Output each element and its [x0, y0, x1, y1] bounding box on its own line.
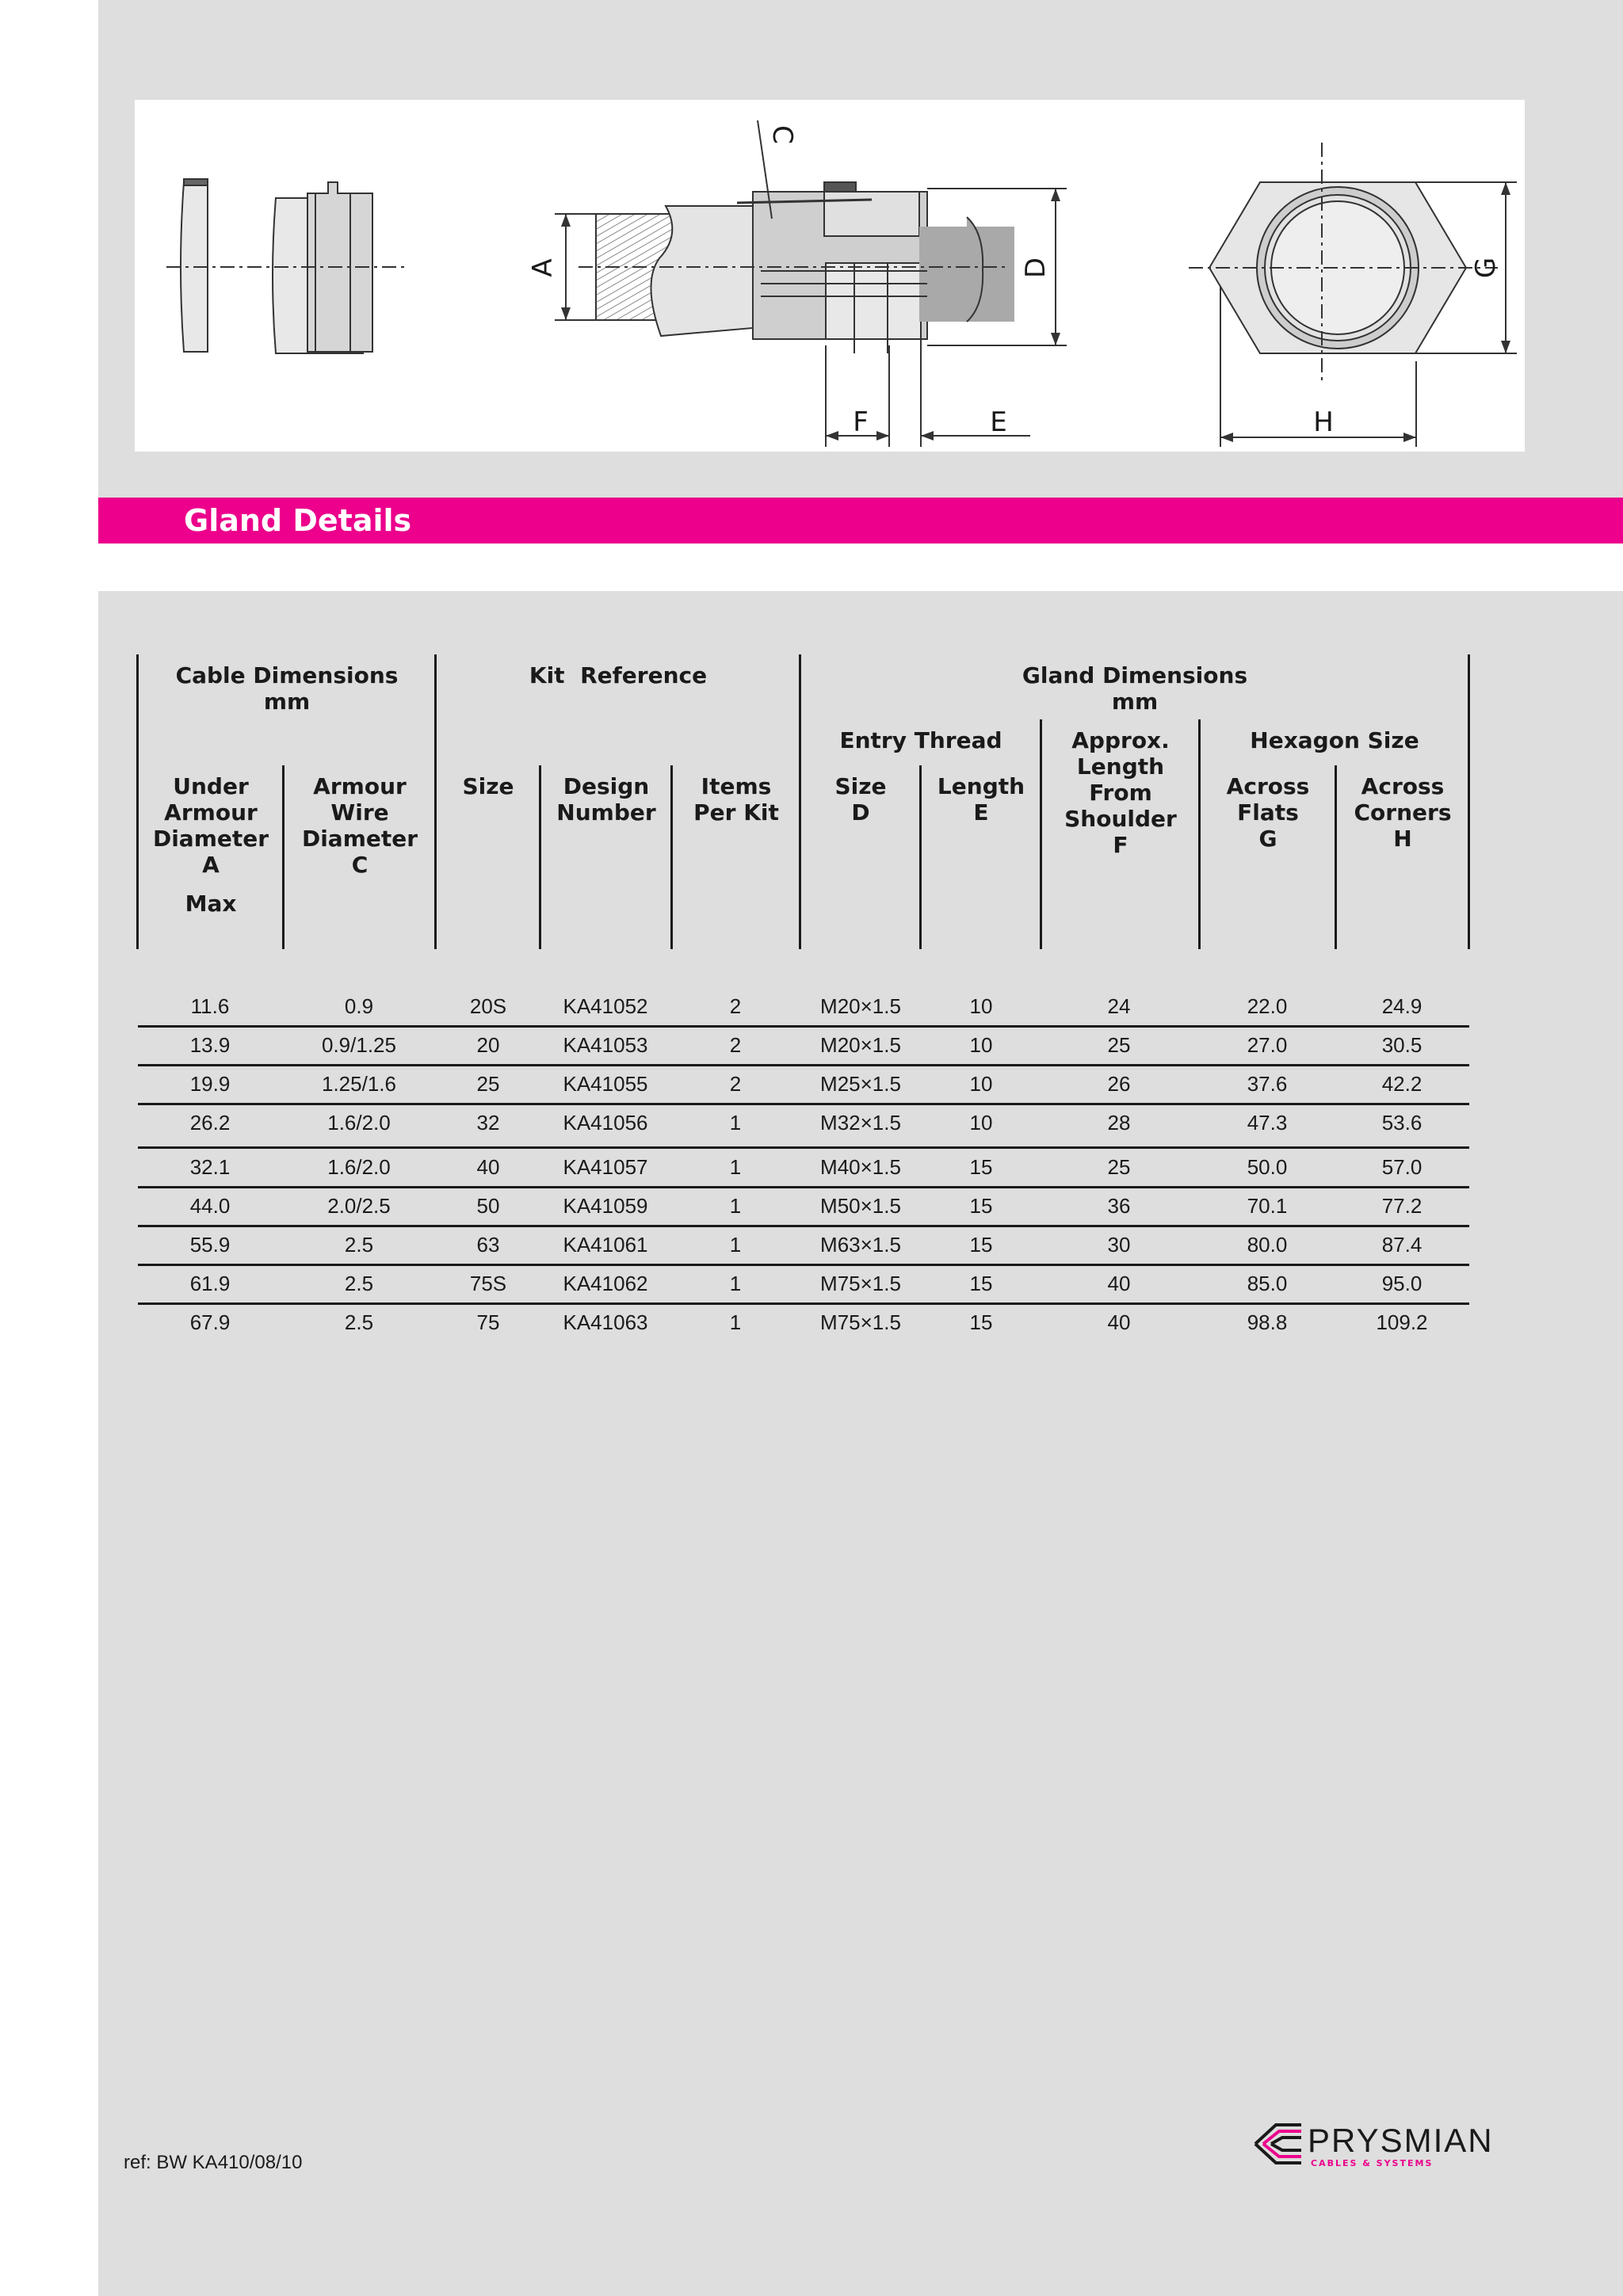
table-cell: 1 — [729, 1310, 742, 1334]
table-cell: KA41059 — [563, 1194, 648, 1218]
table-cell: 13.9 — [189, 1033, 231, 1057]
column-divider — [282, 765, 285, 949]
row-divider — [138, 1302, 1469, 1305]
table-cell: 10 — [969, 994, 993, 1018]
table-cell: M63×1.5 — [820, 1233, 901, 1257]
table-cell: 40 — [476, 1155, 500, 1179]
table-cell: 109.2 — [1376, 1310, 1428, 1334]
header-approx-length: Approx. Length From Shoulder F — [1064, 727, 1177, 858]
row-divider — [138, 1225, 1469, 1227]
header-kit-reference: Kit Reference — [529, 662, 708, 688]
column-divider — [539, 765, 541, 949]
header-size: Size — [462, 773, 514, 799]
logo-tagline: CABLES & SYSTEMS — [1311, 2158, 1434, 2168]
table-cell: 42.2 — [1381, 1072, 1423, 1096]
column-divider — [1335, 765, 1337, 949]
row-divider — [138, 1064, 1469, 1066]
table-cell: 1 — [729, 1194, 742, 1218]
table-cell: KA41055 — [563, 1072, 648, 1096]
column-divider — [1040, 719, 1042, 949]
section-title: Gland Details — [184, 503, 412, 538]
table-cell: 15 — [969, 1194, 993, 1218]
table-cell: 30 — [1107, 1233, 1131, 1257]
table-cell: 25 — [476, 1072, 500, 1096]
table-cell: KA41052 — [563, 994, 648, 1018]
table-cell: 26.2 — [189, 1111, 231, 1135]
table-cell: 1.6/2.0 — [327, 1111, 391, 1135]
header-gland-dimensions: Gland Dimensions mm — [1022, 662, 1248, 715]
table-cell: 2.5 — [344, 1310, 374, 1334]
table-cell: 10 — [969, 1111, 993, 1135]
table-cell: 50.0 — [1247, 1155, 1288, 1179]
table-cell: 20 — [476, 1033, 500, 1057]
table-cell: 37.6 — [1247, 1072, 1288, 1096]
logo-wordmark: PRYSMIAN — [1308, 2122, 1494, 2159]
header-across-corners: Across Corners H — [1354, 773, 1452, 852]
table-cell: KA41053 — [563, 1033, 648, 1057]
table-cell: M50×1.5 — [820, 1194, 901, 1218]
section-spacer — [98, 543, 1623, 591]
section-header-band — [98, 498, 1623, 543]
column-divider — [799, 654, 801, 949]
table-cell: 55.9 — [189, 1233, 231, 1257]
column-divider — [136, 654, 139, 949]
column-divider — [434, 654, 437, 949]
column-divider — [670, 765, 673, 949]
dimension-label-e: E — [990, 406, 1007, 438]
table-cell: 15 — [969, 1155, 993, 1179]
header-items-per-kit: Items Per Kit — [693, 773, 779, 826]
header-cable-dimensions: Cable Dimensions mm — [175, 662, 399, 715]
table-cell: 24.9 — [1381, 994, 1423, 1018]
table-cell: 32.1 — [189, 1155, 231, 1179]
prysmian-chevron-logo-icon — [1252, 2120, 1304, 2168]
table-cell: M75×1.5 — [820, 1310, 901, 1334]
table-cell: 2 — [729, 1072, 742, 1096]
table-cell: M40×1.5 — [820, 1155, 901, 1179]
table-cell: 26 — [1107, 1072, 1131, 1096]
column-divider — [919, 765, 922, 949]
table-cell: 25 — [1107, 1155, 1131, 1179]
table-cell: 10 — [969, 1072, 993, 1096]
header-hexagon-size: Hexagon Size — [1250, 727, 1419, 753]
table-cell: 15 — [969, 1272, 993, 1295]
table-cell: 28 — [1107, 1111, 1131, 1135]
header-max: Max — [185, 891, 237, 917]
table-cell: 1 — [729, 1233, 742, 1257]
table-cell: 32 — [476, 1111, 500, 1135]
header-thread-size: Size D — [834, 773, 887, 826]
table-cell: 75 — [476, 1310, 500, 1334]
gland-hex-end-view — [1189, 143, 1498, 385]
table-cell: M75×1.5 — [820, 1272, 901, 1295]
table-cell: 2.5 — [344, 1272, 374, 1295]
table-cell: M25×1.5 — [820, 1072, 901, 1096]
table-cell: 80.0 — [1247, 1233, 1288, 1257]
header-thread-length: Length E — [937, 773, 1025, 826]
column-divider — [1468, 654, 1470, 949]
table-cell: 15 — [969, 1310, 993, 1334]
header-armour-wire-diameter: Armour Wire Diameter C — [301, 773, 418, 878]
table-cell: 2 — [729, 1033, 742, 1057]
header-across-flats: Across Flats G — [1226, 773, 1310, 852]
table-cell: KA41062 — [563, 1272, 648, 1295]
header-under-armour-diameter: Under Armour Diameter A — [152, 773, 269, 878]
table-cell: 2 — [729, 994, 742, 1018]
table-cell: KA41061 — [563, 1233, 648, 1257]
table-cell: 15 — [969, 1233, 993, 1257]
table-cell: 87.4 — [1381, 1233, 1423, 1257]
table-cell: M32×1.5 — [820, 1111, 901, 1135]
table-cell: 10 — [969, 1033, 993, 1057]
table-cell: 47.3 — [1247, 1111, 1288, 1135]
dimension-label-d: D — [1020, 257, 1052, 279]
table-cell: 30.5 — [1381, 1033, 1423, 1057]
dimension-label-g: G — [1470, 257, 1502, 279]
table-cell: KA41056 — [563, 1111, 648, 1135]
table-cell: 25 — [1107, 1033, 1131, 1057]
table-cell: 44.0 — [189, 1194, 231, 1218]
table-cell: 2.5 — [344, 1233, 374, 1257]
table-cell: 20S — [469, 994, 507, 1018]
table-cell: 53.6 — [1381, 1111, 1423, 1135]
table-cell: 40 — [1107, 1272, 1131, 1295]
table-cell: 36 — [1107, 1194, 1131, 1218]
table-cell: 24 — [1107, 994, 1131, 1018]
table-cell: 77.2 — [1381, 1194, 1423, 1218]
table-cell: 70.1 — [1247, 1194, 1288, 1218]
header-entry-thread: Entry Thread — [839, 727, 1002, 753]
table-cell: 1.25/1.6 — [322, 1072, 396, 1096]
header-design-number: Design Number — [556, 773, 656, 826]
table-cell: 61.9 — [189, 1272, 231, 1295]
gland-diagram — [135, 100, 1525, 452]
dimension-label-h: H — [1313, 406, 1334, 438]
prysmian-logo — [1252, 2117, 1537, 2180]
row-divider — [138, 1146, 1469, 1149]
table-cell: 1 — [729, 1272, 742, 1295]
column-divider — [1198, 719, 1201, 949]
table-cell: KA41063 — [563, 1310, 648, 1334]
table-cell: 98.8 — [1247, 1310, 1288, 1334]
table-cell: 50 — [476, 1194, 500, 1218]
dimension-label-c: C — [766, 125, 798, 144]
table-cell: 1 — [729, 1155, 742, 1179]
table-cell: 75S — [469, 1272, 507, 1295]
table-cell: 95.0 — [1381, 1272, 1423, 1295]
table-cell: 63 — [476, 1233, 500, 1257]
row-divider — [138, 1103, 1469, 1105]
table-cell: 22.0 — [1247, 994, 1288, 1018]
table-cell: 1.6/2.0 — [327, 1155, 391, 1179]
table-cell: 57.0 — [1381, 1155, 1423, 1179]
table-cell: KA41057 — [563, 1155, 648, 1179]
table-cell: 85.0 — [1247, 1272, 1288, 1295]
row-divider — [138, 1264, 1469, 1266]
table-cell: 27.0 — [1247, 1033, 1288, 1057]
table-cell: 2.0/2.5 — [327, 1194, 391, 1218]
document-reference: ref: BW KA410/08/10 — [124, 2152, 303, 2173]
row-divider — [138, 1025, 1469, 1028]
table-cell: 0.9 — [344, 994, 374, 1018]
table-cell: 11.6 — [190, 994, 230, 1018]
row-divider — [138, 1186, 1469, 1188]
table-cell: 1 — [729, 1111, 742, 1135]
table-cell: 67.9 — [189, 1310, 231, 1334]
table-cell: 0.9/1.25 — [322, 1033, 396, 1057]
table-cell: M20×1.5 — [820, 994, 901, 1018]
table-cell: M20×1.5 — [820, 1033, 901, 1057]
dimension-label-f: F — [853, 406, 869, 438]
table-cell: 19.9 — [189, 1072, 231, 1096]
dimension-label-a: A — [527, 258, 559, 277]
table-cell: 40 — [1107, 1310, 1131, 1334]
